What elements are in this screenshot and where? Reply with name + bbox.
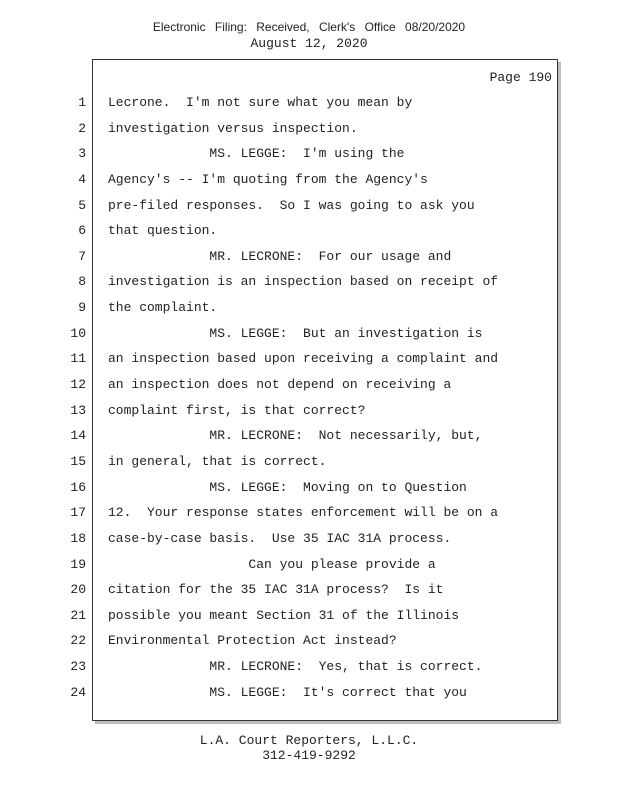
transcript-line: Agency's -- I'm quoting from the Agency's (108, 171, 428, 187)
transcript-line: MR. LECRONE: For our usage and (108, 248, 452, 264)
page-number: Page 190 (489, 70, 552, 85)
header-date: August 12, 2020 (250, 36, 368, 51)
line-number: 16 (70, 479, 86, 495)
transcript-line: Can you please provide a (108, 556, 436, 572)
line-number: 9 (78, 300, 86, 316)
transcript-line: MS. LEGGE: It's correct that you (108, 684, 467, 700)
line-number: 18 (70, 530, 86, 546)
line-number: 14 (70, 428, 86, 444)
transcript-line: MS. LEGGE: But an investigation is (108, 325, 483, 341)
filing-stamp: Electronic Filing: Received, Clerk's Office 08/20/2020 (152, 20, 466, 34)
line-number: 5 (78, 197, 86, 213)
transcript-line: an inspection based upon receiving a complaint and (108, 351, 499, 367)
transcript-line: investigation is an inspection based on receipt of (108, 274, 499, 290)
transcript-line: MR. LECRONE: Yes, that is correct. (108, 659, 483, 675)
transcript-line: Lecrone. I'm not sure what you mean by (108, 95, 413, 110)
line-number: 22 (70, 633, 86, 649)
line-number: 1 (78, 95, 86, 110)
line-number: 15 (70, 453, 86, 469)
line-number: 13 (70, 402, 86, 418)
transcript-line: that question. (108, 223, 218, 239)
transcript-line: an inspection does not depend on receiving a (108, 377, 452, 393)
line-number: 8 (78, 274, 86, 290)
line-number: 11 (70, 351, 86, 367)
footer-company: L.A. Court Reporters, L.L.C. (199, 733, 419, 748)
line-number: 6 (78, 223, 86, 239)
footer (0, 733, 618, 763)
transcript-body (108, 90, 548, 705)
footer-phone: 312-419-9292 (262, 748, 356, 763)
line-number: 12 (70, 377, 86, 393)
transcript-line: possible you meant Section 31 of the Illinois (108, 607, 460, 623)
line-number: 10 (70, 325, 86, 341)
transcript-line: pre-filed responses. So I was going to ask you (108, 197, 475, 213)
line-number: 2 (78, 120, 86, 136)
line-number: 23 (70, 659, 86, 675)
line-number-column (0, 90, 86, 705)
line-number: 7 (78, 248, 86, 264)
transcript-line: MS. LEGGE: Moving on to Question (108, 479, 467, 495)
transcript-line: citation for the 35 IAC 31A process? Is it (108, 582, 444, 598)
line-number: 4 (78, 171, 86, 187)
transcript-line: complaint first, is that correct? (108, 402, 366, 418)
transcript-line: in general, that is correct. (108, 453, 327, 469)
transcript-line: MS. LEGGE: I'm using the (108, 146, 405, 162)
transcript-line: MR. LECRONE: Not necessarily, but, (108, 428, 483, 444)
line-number: 17 (70, 505, 86, 521)
transcript-line: Environmental Protection Act instead? (108, 633, 397, 649)
transcript-line: 12. Your response states enforcement will be on a (108, 505, 499, 521)
line-number: 19 (70, 556, 86, 572)
transcript-line: the complaint. (108, 300, 218, 316)
transcript-line: investigation versus inspection. (108, 120, 358, 136)
transcript-line: case-by-case basis. Use 35 IAC 31A process. (108, 530, 452, 546)
line-number: 3 (78, 146, 86, 162)
line-number: 20 (70, 582, 86, 598)
line-number: 24 (70, 684, 86, 700)
line-number: 21 (70, 607, 86, 623)
